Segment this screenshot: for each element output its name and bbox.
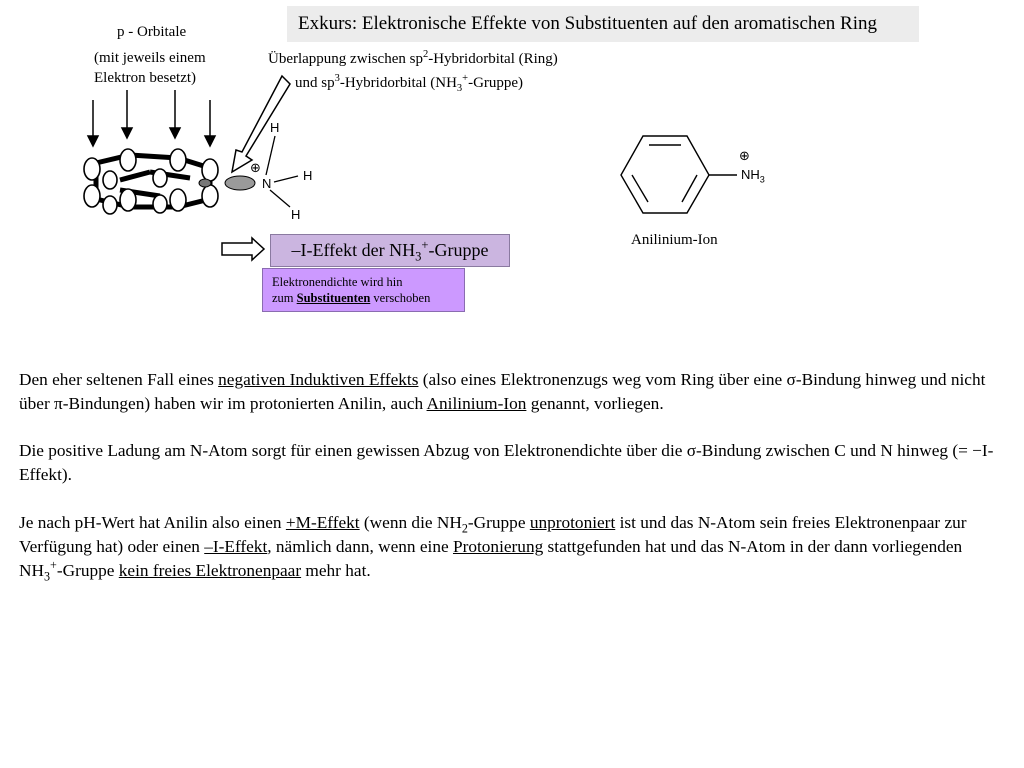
p3-kein-freies-elektronenpaar: kein freies Elektronenpaar (118, 561, 302, 580)
nh3-sub: 3 (759, 174, 765, 185)
p3-b: (wenn die NH (359, 513, 462, 532)
overlap-text-a: Überlappung zwischen sp (268, 51, 423, 67)
sp2-lobe (199, 179, 211, 187)
p3-plus-m-effekt: +M-Effekt (285, 513, 360, 532)
density-line2 (272, 290, 464, 306)
p3-e: , nämlich dann, wenn eine (267, 537, 453, 556)
i-effekt-suffix: -Gruppe (428, 240, 489, 260)
p3-c: -Gruppe (467, 513, 530, 532)
paragraph-2: Die positive Ladung am N-Atom sorgt für einen gewissen Abzug von Elektronendichte über die σ-Bindung zwischen C und N hinweg (= −I-Effekt). (19, 441, 994, 484)
anilinium-ring (621, 136, 737, 213)
density-line2-b: verschoben (370, 291, 431, 305)
p3-g: -Gruppe (56, 561, 119, 580)
anilinium-nh3 (741, 167, 765, 185)
overlap2-text-a: und sp (295, 75, 335, 91)
p3-minus-i-effekt: –I-Effekt (204, 537, 268, 556)
density-line2-a: zum (272, 291, 297, 305)
p1-c: genannt, vorliegen. (526, 394, 664, 413)
slide-title: Exkurs: Elektronische Effekte von Substituenten auf den aromatischen Ring (287, 6, 919, 42)
nh3-text: NH (741, 167, 760, 182)
atom-h-bottom: H (291, 207, 301, 222)
overlap-arrow (232, 76, 290, 172)
orbital-diagram (0, 0, 1024, 330)
elektron-note-line2: Elektron besetzt) (94, 70, 197, 86)
p3-a: Je nach pH-Wert hat Anilin also einen (19, 513, 286, 532)
p-orbital-arrows (88, 90, 215, 146)
i-effekt-box (270, 234, 510, 267)
p3-f: stattgefunden hat und das N-Atom in der dann vorliegenden NH (19, 537, 963, 580)
n-bonds (266, 136, 298, 207)
i-effekt-sup: + (421, 238, 429, 252)
p3-sub2: 3 (43, 569, 51, 584)
charge-plus-diagram: ⊕ (250, 161, 261, 176)
paragraph-1 (19, 368, 1009, 416)
density-line1: Elektronendichte wird hin (272, 275, 403, 289)
p1-negativer-induktiver-effekt: negativen Induktiven Effekts (218, 370, 419, 389)
i-effekt-prefix: –I-Effekt der NH (291, 240, 416, 260)
result-arrow (222, 238, 264, 260)
p3-sup2: + (50, 558, 57, 573)
p-orbitale-label: p - Orbitale (117, 24, 187, 40)
anilinium-ion-label: Anilinium-Ion (631, 232, 718, 248)
overlap2-text-c: -Gruppe) (468, 75, 524, 91)
overlap2-sub: 3 (456, 83, 463, 94)
p3-d: ist und das N-Atom sein freies Elektronenpaar zur Verfügung hat) oder einen (19, 513, 967, 556)
overlap2-sup2: + (462, 73, 469, 84)
atom-n: N (262, 176, 272, 191)
atom-h-top: H (270, 120, 280, 135)
overlap-text-b: -Hybridorbital (Ring) (428, 51, 558, 67)
electron-density-box (262, 268, 465, 312)
p3-sub1: 2 (461, 521, 468, 536)
paragraph-3 (19, 511, 1009, 583)
p1-a: Den eher seltenen Fall eines (19, 370, 219, 389)
elektron-note-line1: (mit jeweils einem (94, 50, 206, 66)
p3-unprotoniert: unprotoniert (529, 513, 616, 532)
p3-protonierung: Protonierung (452, 537, 544, 556)
p3-h: mehr hat. (301, 561, 371, 580)
p1-anilinium-ion: Anilinium-Ion (426, 394, 527, 413)
charge-plus-anilinium: ⊕ (739, 149, 750, 164)
p1-b: (also eines Elektronenzugs weg vom Ring über eine σ-Bindung hinweg und nicht über π-Bindungen) haben wir im protonierten Anilin, auch (19, 370, 986, 413)
density-substituenten: Substituenten (296, 291, 371, 305)
atom-h-right: H (303, 168, 313, 183)
i-effekt-sub: 3 (415, 249, 422, 264)
overlap2-sup: 3 (334, 73, 340, 84)
sp3-lobe (225, 176, 255, 190)
overlap-sup: 2 (422, 49, 429, 60)
overlap2-text-b: -Hybridorbital (NH (339, 75, 457, 91)
